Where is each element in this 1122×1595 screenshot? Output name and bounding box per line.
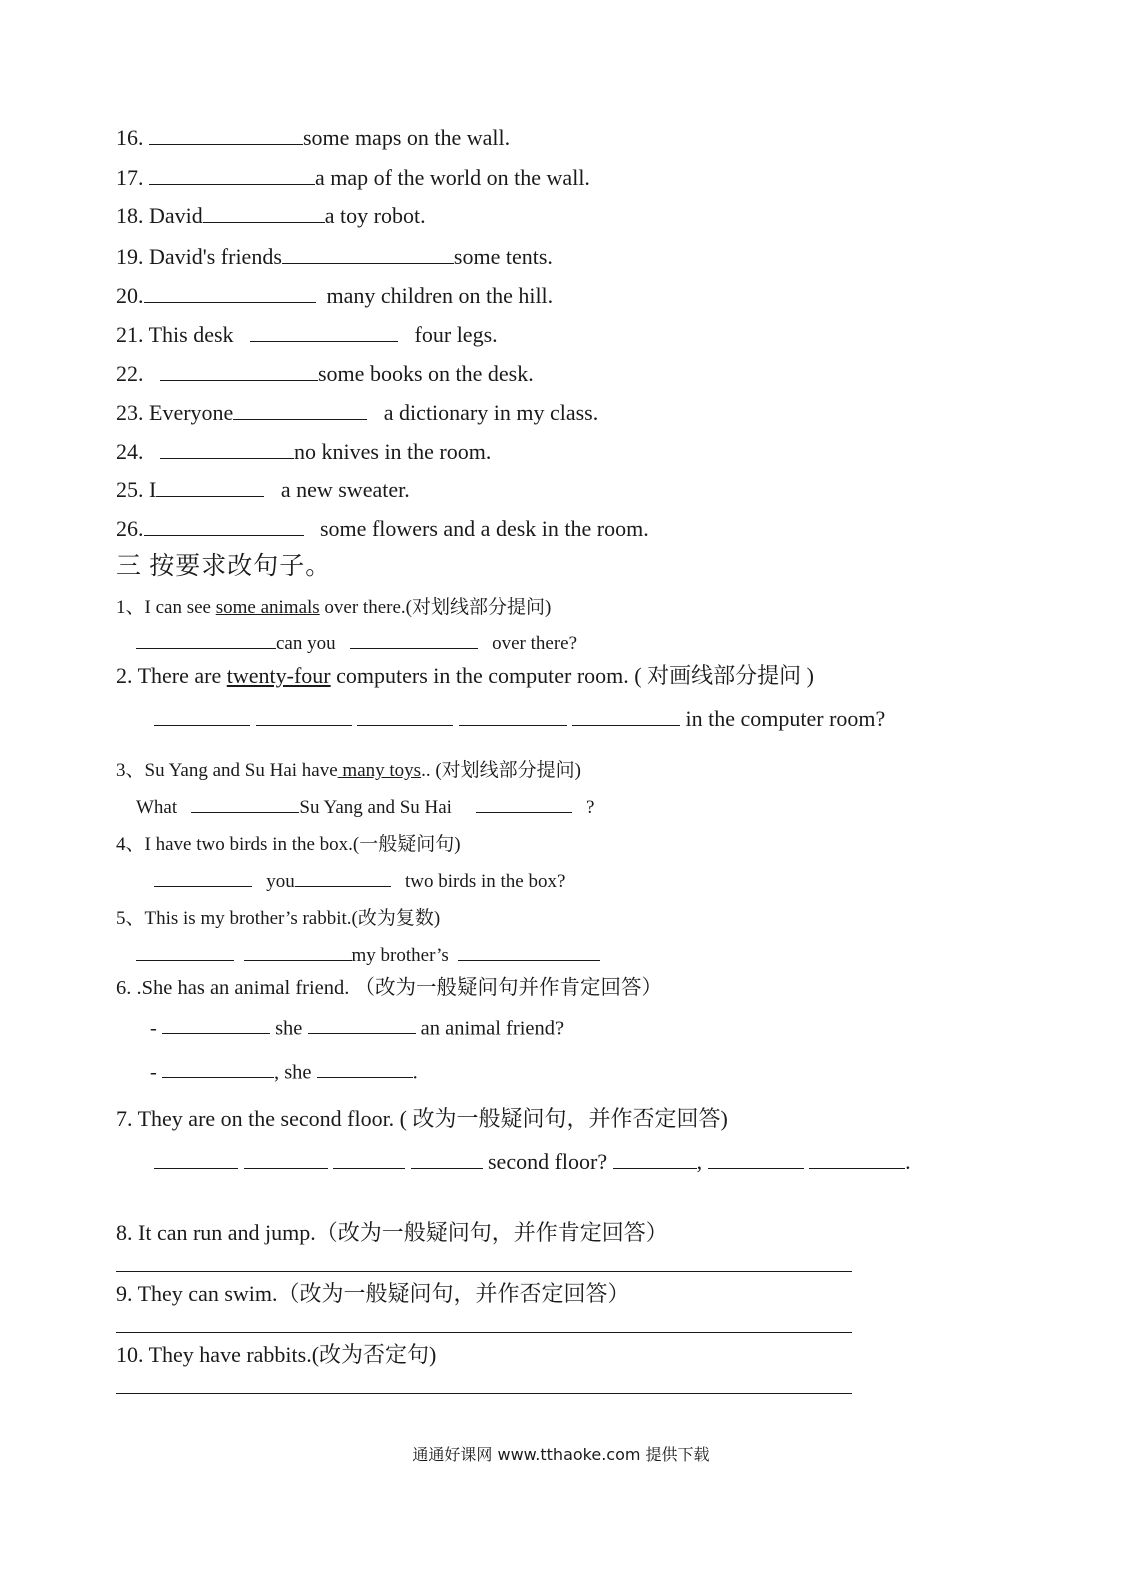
question-number: 26. (116, 516, 144, 541)
answer-blank[interactable] (317, 1059, 413, 1078)
rewrite-question-7: 7. They are on the second floor. ( 改为一般疑问句，并作否定回答) (116, 1106, 728, 1131)
question-text: 1、I can see (116, 597, 216, 618)
answer-blank[interactable] (144, 513, 304, 536)
question-text: some flowers and a desk in the room. (320, 516, 649, 541)
answer-blank[interactable] (476, 793, 572, 813)
question-19 (116, 241, 553, 270)
answer-blank[interactable] (149, 164, 315, 185)
question-text: some maps on the wall. (303, 124, 511, 150)
answer-text: , (696, 1148, 703, 1174)
question-18 (116, 202, 426, 229)
underlined-phrase: twenty-four (226, 663, 331, 688)
answer-dash: - (150, 1061, 157, 1084)
answer-text: What (136, 797, 178, 818)
answer-blank[interactable] (149, 124, 303, 145)
answer-line-7 (154, 1148, 911, 1175)
answer-blank[interactable] (458, 941, 600, 961)
question-number: 18. David (116, 202, 203, 228)
question-text: some tents. (453, 244, 553, 269)
question-22 (116, 358, 534, 387)
rewrite-question-5: 5、This is my brother’s rabbit.(改为复数) (116, 908, 441, 929)
answer-text: she (275, 1017, 303, 1040)
question-text: 2. There are (116, 663, 227, 688)
answer-line-2 (154, 705, 885, 732)
underlined-phrase: some animals (215, 597, 320, 618)
question-text: many children on the hill. (326, 283, 554, 308)
answer-blank[interactable] (459, 705, 567, 726)
answer-text: , she (273, 1061, 312, 1084)
page-footer: 通通好课网 www.tthaoke.com 提供下载 (412, 1445, 710, 1464)
answer-line-6b (150, 1059, 418, 1084)
answer-blank[interactable] (350, 629, 478, 649)
rewrite-question-3 (116, 755, 581, 782)
answer-blank[interactable] (162, 1015, 270, 1034)
answer-blank[interactable] (250, 319, 398, 342)
answer-line-3 (136, 793, 594, 819)
answer-blank[interactable] (256, 705, 352, 726)
question-number: 25. I (116, 477, 157, 502)
answer-blank[interactable] (144, 280, 316, 303)
answer-text: second floor? (488, 1148, 608, 1174)
answer-blank[interactable] (295, 867, 391, 887)
question-text: a new sweater. (280, 477, 410, 502)
question-text: 3、Su Yang and Su Hai have (116, 760, 338, 781)
answer-blank[interactable] (116, 1373, 852, 1394)
answer-text: . (412, 1061, 418, 1084)
answer-line-4 (154, 867, 565, 893)
answer-blank[interactable] (156, 474, 264, 497)
question-20 (116, 280, 553, 309)
answer-line-10[interactable] (116, 1373, 852, 1399)
question-number: 22. (116, 361, 144, 386)
question-number: 17. (116, 164, 144, 190)
question-26 (116, 513, 649, 542)
question-text: a toy robot. (324, 202, 426, 228)
answer-blank[interactable] (160, 436, 294, 459)
question-16 (116, 124, 510, 151)
question-text: some books on the desk. (318, 361, 534, 386)
answer-text: in the computer room? (685, 705, 886, 731)
answer-blank[interactable] (411, 1148, 483, 1169)
question-24 (116, 436, 491, 465)
question-23 (116, 397, 598, 426)
answer-blank[interactable] (203, 202, 325, 223)
question-text: a dictionary in my class. (383, 400, 599, 425)
answer-line-1 (136, 629, 577, 655)
rewrite-question-6: 6. .She has an animal friend. （改为一般疑问句并作肯定回答） (116, 977, 663, 999)
answer-line-8[interactable] (116, 1251, 852, 1277)
question-25 (116, 474, 410, 503)
rewrite-question-9: 9. They can swim.（改为一般疑问句，并作否定回答） (116, 1281, 630, 1306)
question-number: 21. This desk (116, 322, 234, 347)
question-number: 23. Everyone (116, 400, 234, 425)
answer-text: Su Yang and Su Hai (299, 797, 452, 818)
question-text: no knives in the room. (294, 439, 492, 464)
answer-blank[interactable] (160, 358, 318, 381)
question-17 (116, 164, 590, 191)
answer-blank[interactable] (613, 1148, 697, 1169)
answer-text: you (266, 871, 295, 892)
question-number: 20. (116, 283, 144, 308)
rewrite-question-10: 10. They have rabbits.(改为否定句) (116, 1342, 437, 1367)
answer-text: an animal friend? (420, 1017, 565, 1040)
question-instruction: .. (对划线部分提问) (421, 760, 581, 781)
answer-blank[interactable] (282, 241, 454, 264)
question-21 (116, 319, 498, 348)
answer-text: . (905, 1148, 911, 1174)
answer-blank[interactable] (233, 397, 367, 420)
answer-blank[interactable] (136, 629, 276, 649)
underlined-phrase: many toys (337, 760, 422, 781)
answer-blank[interactable] (308, 1015, 416, 1034)
answer-text: over there? (492, 633, 578, 654)
question-number: 19. David's friends (116, 244, 282, 269)
answer-blank[interactable] (708, 1148, 804, 1169)
answer-blank[interactable] (116, 1312, 852, 1333)
answer-line-5 (136, 941, 600, 967)
answer-blank[interactable] (809, 1148, 905, 1169)
answer-text: two birds in the box? (405, 871, 566, 892)
answer-text: my brother’s (351, 945, 449, 966)
rewrite-question-4: 4、I have two birds in the box.(一般疑问句) (116, 834, 461, 855)
answer-blank[interactable] (136, 941, 234, 961)
question-instruction: computers in the computer room. ( 对画线部分提问 ) (330, 663, 814, 688)
rewrite-question-2 (116, 659, 814, 690)
answer-blank[interactable] (191, 793, 299, 813)
answer-blank[interactable] (244, 1148, 328, 1169)
question-number: 24. (116, 439, 144, 464)
answer-blank[interactable] (154, 1148, 238, 1169)
question-text: a map of the world on the wall. (315, 164, 590, 190)
answer-text: ? (585, 797, 595, 818)
rewrite-question-8: 8. It can run and jump.（改为一般疑问句，并作肯定回答） (116, 1220, 668, 1245)
answer-line-6a (150, 1015, 564, 1040)
answer-dash: - (150, 1017, 157, 1040)
question-number: 16. (116, 124, 144, 150)
answer-blank[interactable] (154, 705, 250, 726)
answer-blank[interactable] (244, 941, 352, 961)
section-heading: 三 按要求改句子。 (116, 553, 332, 580)
answer-blank[interactable] (116, 1251, 852, 1272)
question-instruction: over there.(对划线部分提问) (319, 597, 552, 618)
question-text: four legs. (414, 322, 498, 347)
rewrite-question-1 (116, 592, 551, 619)
answer-blank[interactable] (572, 705, 680, 726)
answer-blank[interactable] (357, 705, 453, 726)
answer-blank[interactable] (162, 1059, 274, 1078)
answer-blank[interactable] (333, 1148, 405, 1169)
answer-blank[interactable] (154, 867, 252, 887)
answer-text: can you (276, 633, 336, 654)
answer-line-9[interactable] (116, 1312, 852, 1338)
